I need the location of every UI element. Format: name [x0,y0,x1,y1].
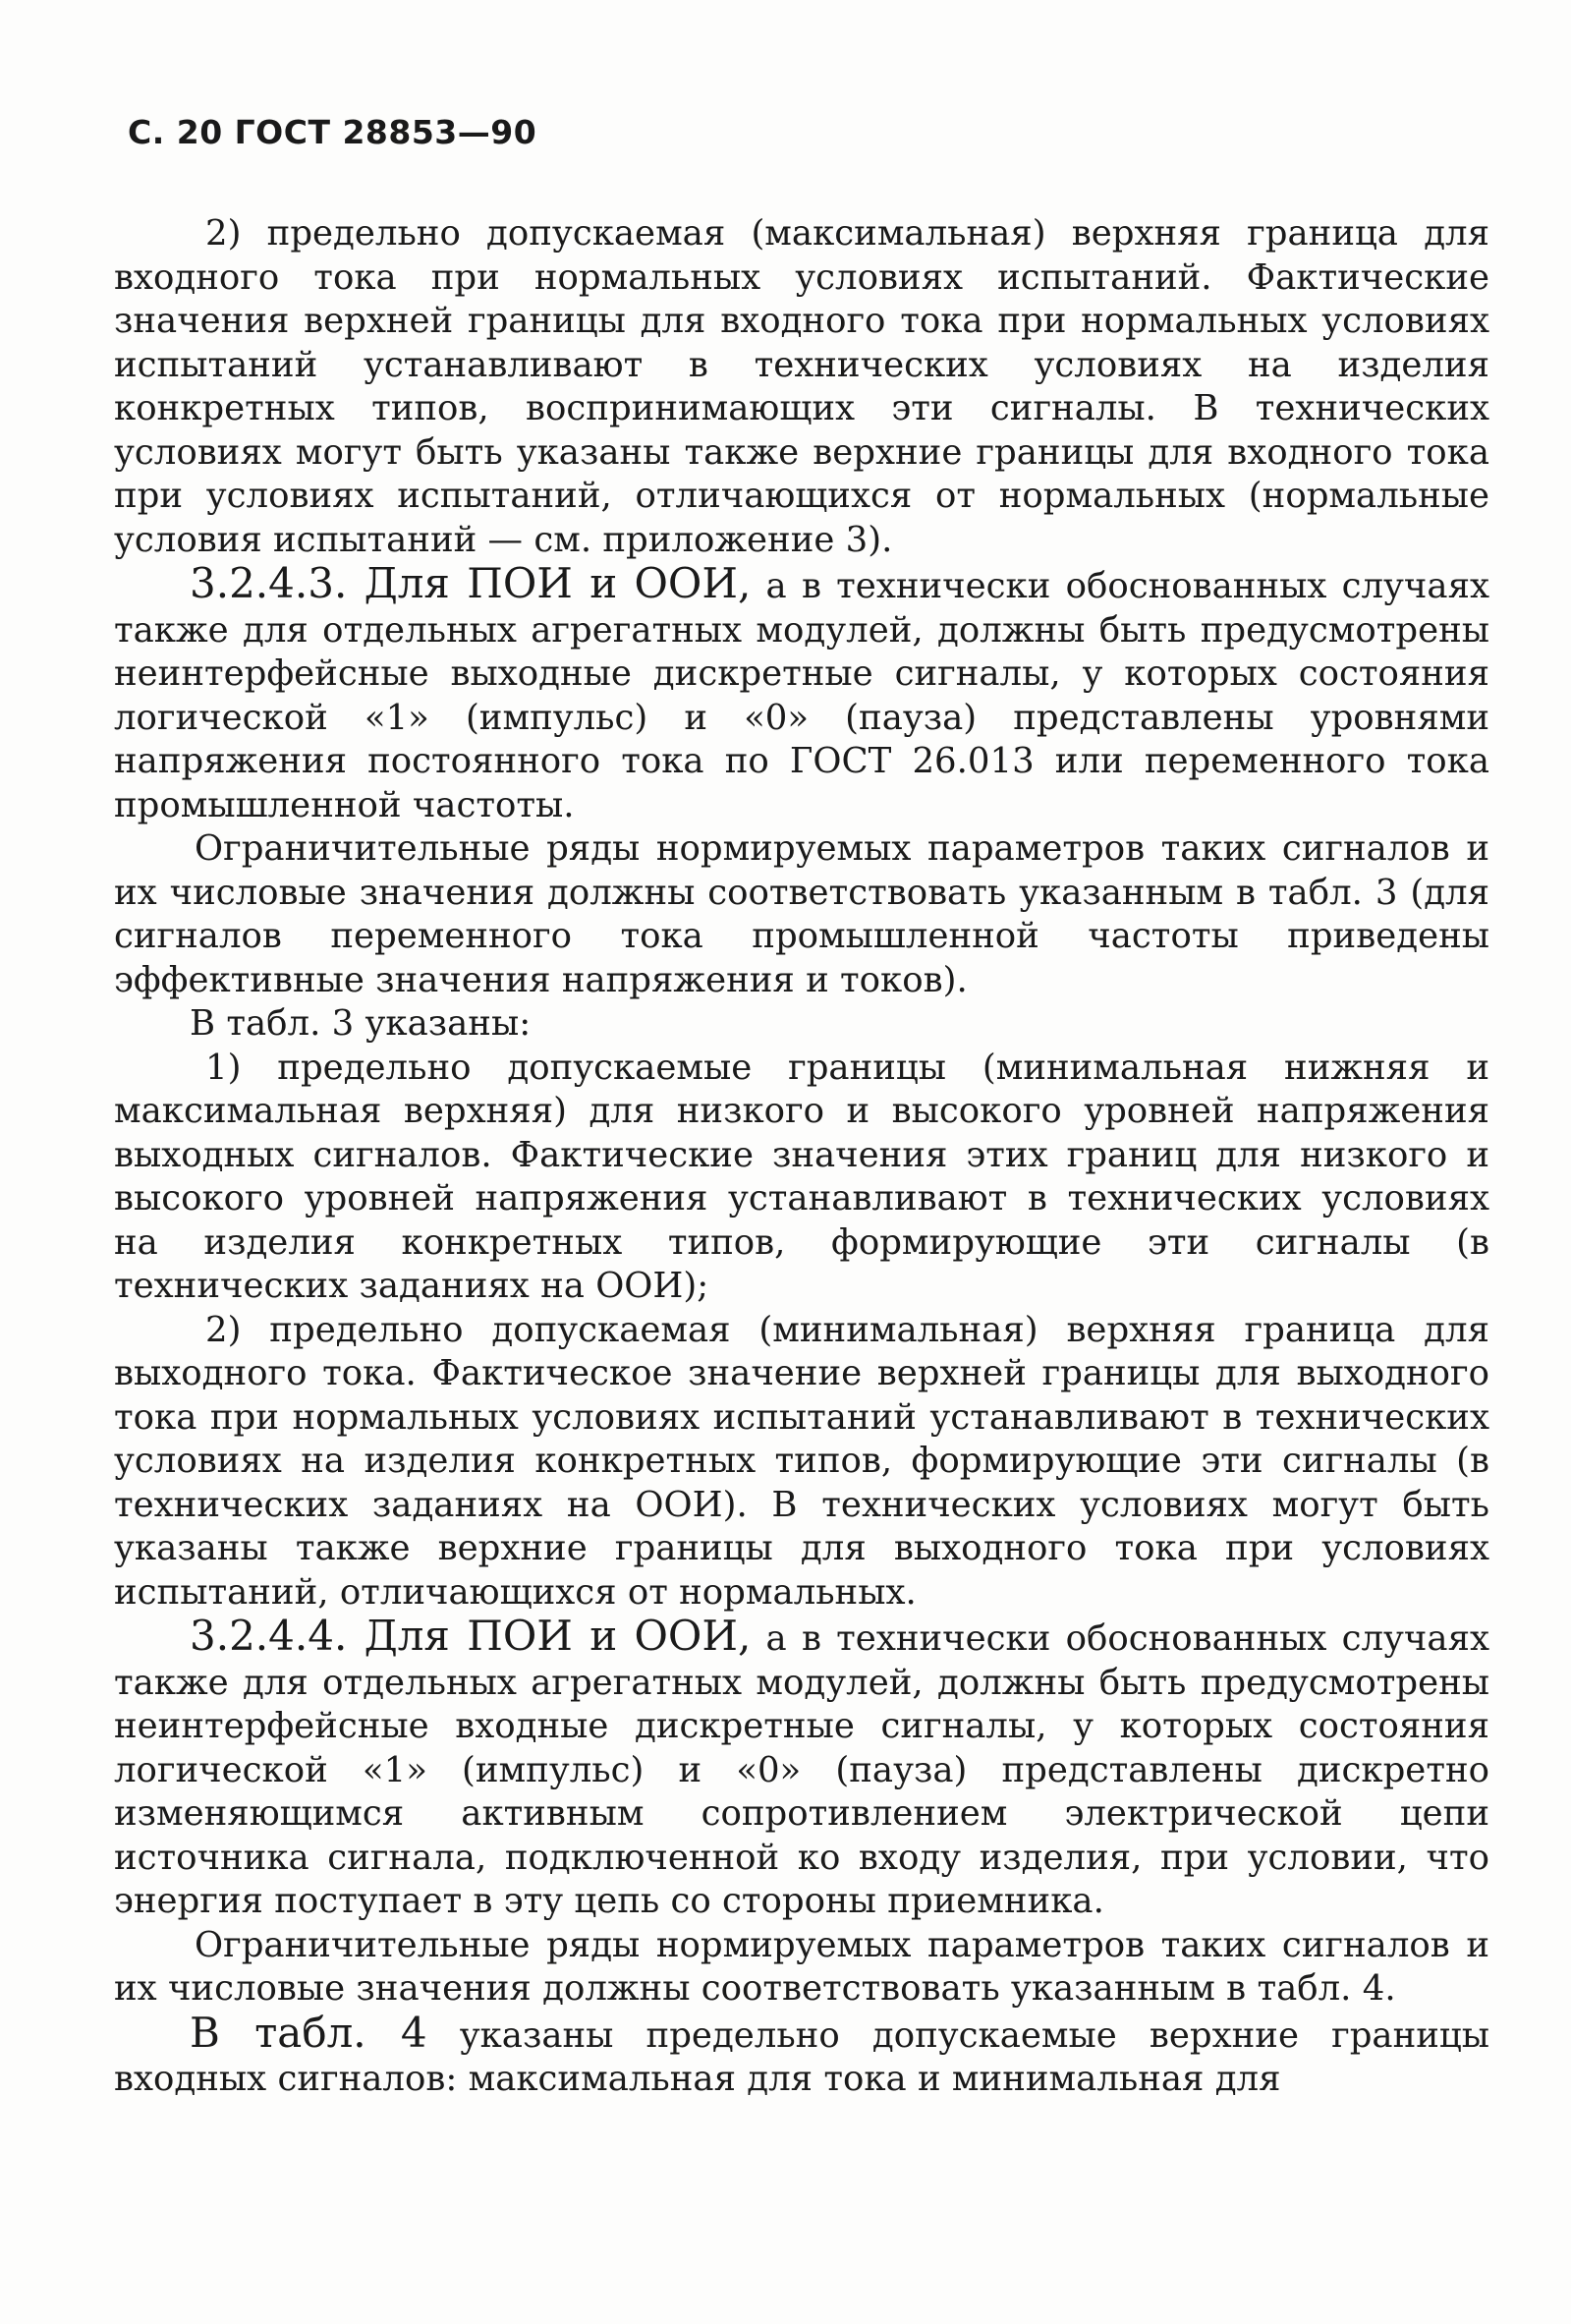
paragraph-text: 1) предельно допускаемые границы (минимальная нижняя и максимальная верхняя) для низкого и высокого уровней напряжения выходных сигналов. Фактические значения этих границ для низкого и высокого уровней напряжения устанавливают в технических условиях на изделия конкретных типов, формирующие эти сигналы (в технических заданиях на ООИ); [114,1047,1489,1306]
paragraph [114,1924,1489,2012]
paragraph-text: а в технически обоснованных случаях также для отдельных агрегатных модулей, должны быть предусмотрены неинтерфейсные выходные дискретные сигналы, у которых состояния логической «1» (импульс) и «0» (пауза) представлены уровнями напряжения постоянного тока по ГОСТ 26.013 или переменного тока промышленной частоты. [114,566,1489,825]
paragraph [114,2008,1489,2102]
paragraph-section-3-2-4-3 [114,559,1489,827]
paragraph-text: Ограничительные ряды нормируемых параметров таких сигналов и их числовые значения должны соответствовать указанным в табл. 4. [114,1924,1489,2009]
paragraph [114,212,1489,562]
paragraph-text: Ограничительные ряды нормируемых параметров таких сигналов и их числовые значения должны соответствовать указанным в табл. 3 (для сигналов переменного тока промышленной частоты приведены эффективные значения напряжения и токов). [114,828,1489,1000]
list-item [114,1047,1489,1309]
paragraph [114,1002,1489,1047]
paragraph [114,827,1489,1002]
paragraph-text: а в технически обоснованных случаях также для отдельных агрегатных модулей, должны быть предусмотрены неинтерфейсные входные дискретные сигналы, у которых состояния логической «1» (импульс) и «0» (пауза) представлены дискретно изменяющимся активным сопротивлением электрической цепи источника сигнала, подключенной ко входу изделия, при условии, что энергия поступает в эту цепь со стороны приемника. [114,1618,1489,1921]
paragraph-section-3-2-4-4 [114,1612,1489,1924]
paragraph-text: указаны предельно допускаемые верхние границы входных сигналов: максимальная для тока и минимальная для [114,2014,1489,2099]
paragraph-text: 2) предельно допускаемая (минимальная) верхняя граница для выходного тока. Фактическое значение верхней границы для выходного тока при нормальных условиях испытаний устанавливают в технических условиях на изделия конкретных типов, формирующие эти сигналы (в технических заданиях на ООИ). В технических условиях могут быть указаны также верхние границы для выходного тока при условиях испытаний, отличающихся от нормальных. [114,1309,1489,1613]
list-item [114,1309,1489,1615]
document-body [114,212,1489,2102]
table-reference: В табл. 4 [190,2008,427,2057]
paragraph-text: 2) предельно допускаемая (максимальная) верхняя граница для входного тока при нормальных условиях испытаний. Фактические значения верхней границы для входного тока при нормальных условиях испытаний устанавливают в технических условиях на изделия конкретных типов, воспринимающих эти сигналы. В технических условиях могут быть указаны также верхние границы для входного тока при условиях испытаний, отличающихся от нормальных (нормальные условия испытаний — см. приложение 3). [114,213,1489,560]
page-header: С. 20 ГОСТ 28853—90 [128,113,537,151]
paragraph-text: В табл. 3 указаны: [190,1003,532,1044]
section-number: 3.2.4.4. Для ПОИ и ООИ, [190,1612,752,1660]
section-number: 3.2.4.3. Для ПОИ и ООИ, [190,559,752,607]
